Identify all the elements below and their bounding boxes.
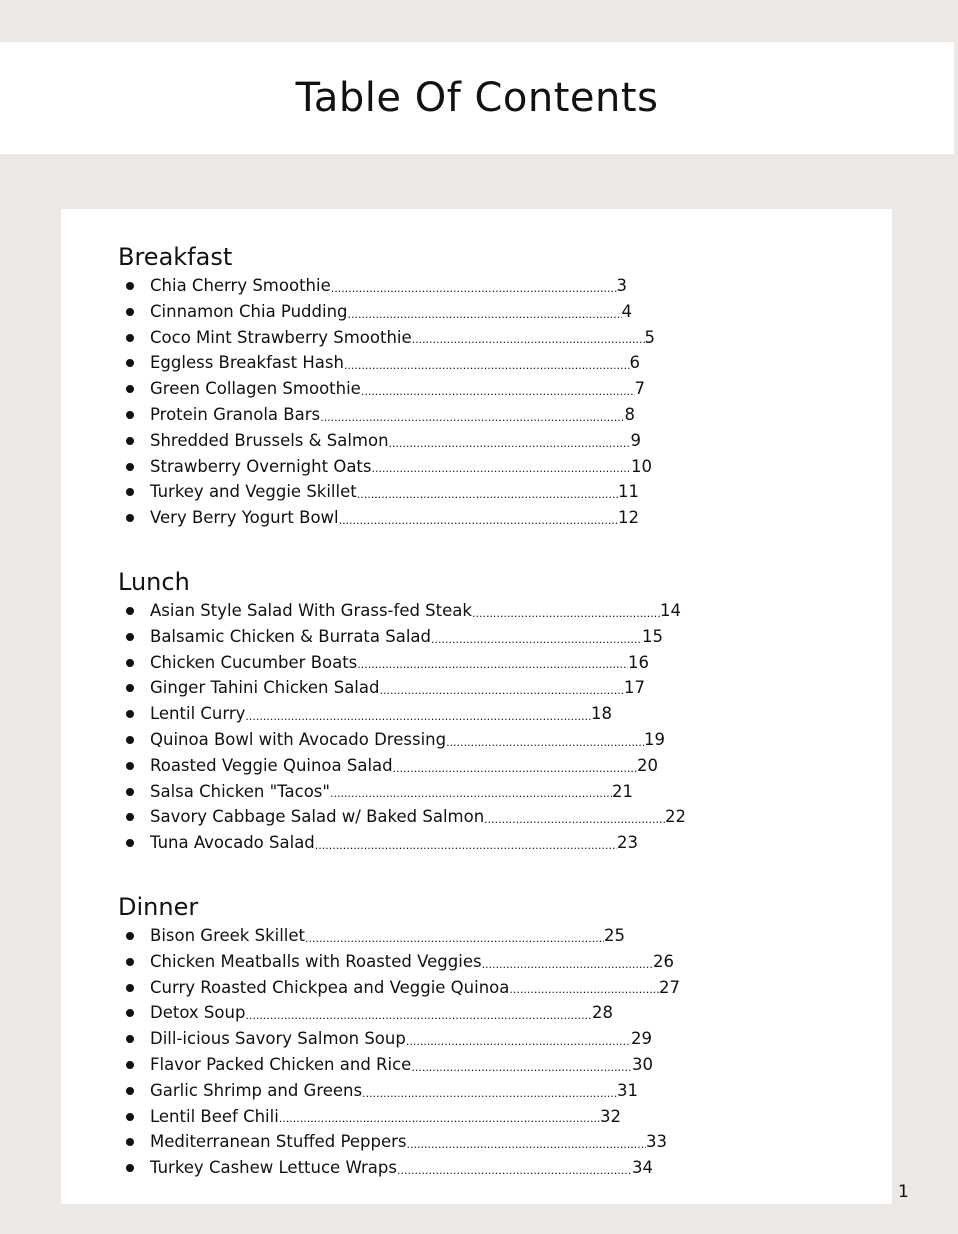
toc-entry[interactable] xyxy=(118,273,627,299)
dot-leader xyxy=(361,382,635,402)
toc-entry[interactable] xyxy=(118,428,641,454)
entry-page: 16 xyxy=(628,652,649,672)
entry-title: Ginger Tahini Chicken Salad xyxy=(150,678,380,698)
toc-entry[interactable] xyxy=(118,779,633,805)
entry-title: Bison Greek Skillet xyxy=(150,926,306,945)
entry-page: 23 xyxy=(617,833,638,853)
dot-leader xyxy=(245,1006,592,1026)
dot-leader xyxy=(412,330,645,350)
dot-leader xyxy=(372,459,632,479)
entry-page: 12 xyxy=(618,508,639,528)
dot-leader xyxy=(393,759,637,779)
entry-page: 18 xyxy=(591,704,612,724)
dot-leader xyxy=(245,707,591,727)
entry-list xyxy=(118,598,686,856)
entry-title: Tuna Avocado Salad xyxy=(150,833,315,853)
toc-entry[interactable] xyxy=(118,376,645,402)
toc-entry[interactable] xyxy=(118,1052,653,1078)
entry-page: 4 xyxy=(621,301,632,321)
toc-entry[interactable] xyxy=(118,675,645,701)
toc-entry[interactable] xyxy=(118,598,681,624)
contents-card xyxy=(61,209,892,1204)
entry-title: Shredded Brussels & Salmon xyxy=(150,430,389,450)
dot-leader xyxy=(339,511,618,531)
dot-leader xyxy=(320,408,624,428)
section-heading: Lunch xyxy=(118,568,190,596)
section-heading: Breakfast xyxy=(118,243,233,271)
toc-entry[interactable] xyxy=(118,949,674,975)
toc-entry[interactable] xyxy=(118,1000,613,1026)
dot-leader xyxy=(411,1058,632,1078)
entry-page: 26 xyxy=(653,951,674,971)
entry-title: Lentil Beef Chili xyxy=(150,1106,279,1126)
dot-leader xyxy=(431,630,642,650)
dot-leader xyxy=(331,279,617,299)
entry-title: Chia Cherry Smoothie xyxy=(150,276,331,295)
entry-page: 21 xyxy=(612,781,633,801)
dot-leader xyxy=(344,356,630,376)
entry-title: Garlic Shrimp and Greens xyxy=(150,1080,363,1100)
toc-entry[interactable] xyxy=(118,299,632,325)
section-heading: Dinner xyxy=(118,893,199,921)
dot-leader xyxy=(397,1161,632,1181)
toc-entry[interactable] xyxy=(118,1078,638,1104)
entry-page: 10 xyxy=(631,456,652,476)
entry-page: 7 xyxy=(634,379,645,399)
dot-leader xyxy=(330,784,612,804)
dot-leader xyxy=(357,485,618,505)
toc-entry[interactable] xyxy=(118,701,612,727)
entry-title: Curry Roasted Chickpea and Veggie Quinoa xyxy=(150,977,510,997)
entry-title: Chicken Meatballs with Roasted Veggies xyxy=(150,951,482,971)
toc-entry[interactable] xyxy=(118,650,649,676)
toc-entry[interactable] xyxy=(118,479,639,505)
entry-title: Lentil Curry xyxy=(150,704,246,724)
dot-leader xyxy=(484,810,665,830)
entry-title: Protein Granola Bars xyxy=(150,404,321,424)
toc-entry[interactable] xyxy=(118,325,655,351)
dot-leader xyxy=(446,733,644,753)
entry-title: Strawberry Overnight Oats xyxy=(150,456,372,476)
entry-title: Asian Style Salad With Grass-fed Steak xyxy=(150,601,472,620)
dot-leader xyxy=(315,836,617,856)
dot-leader xyxy=(305,929,604,949)
entry-title: Coco Mint Strawberry Smoothie xyxy=(150,327,412,347)
dot-leader xyxy=(407,1135,646,1155)
entry-page: 34 xyxy=(632,1158,653,1178)
section-breakfast xyxy=(118,241,655,531)
dot-leader xyxy=(509,980,659,1000)
entry-page: 25 xyxy=(604,926,625,945)
entry-page: 11 xyxy=(618,482,639,502)
entry-page: 29 xyxy=(631,1029,652,1049)
entry-title: Balsamic Chicken & Burrata Salad xyxy=(150,626,432,646)
toc-entry[interactable] xyxy=(118,350,640,376)
entry-page: 14 xyxy=(660,601,681,620)
entry-title: Very Berry Yogurt Bowl xyxy=(150,508,339,528)
toc-entry[interactable] xyxy=(118,830,638,856)
page-title: Table Of Contents xyxy=(295,75,659,121)
toc-entry[interactable] xyxy=(118,1026,652,1052)
toc-entry[interactable] xyxy=(118,1104,621,1130)
toc-entry[interactable] xyxy=(118,923,625,949)
page-number: 1 xyxy=(898,1182,909,1202)
toc-entry[interactable] xyxy=(118,1129,667,1155)
entry-page: 31 xyxy=(617,1080,638,1100)
toc-entry[interactable] xyxy=(118,804,686,830)
entry-title: Savory Cabbage Salad w/ Baked Salmon xyxy=(150,807,485,827)
entry-title: Flavor Packed Chicken and Rice xyxy=(150,1054,412,1074)
toc-entry[interactable] xyxy=(118,753,658,779)
entry-page: 15 xyxy=(642,626,663,646)
entry-page: 28 xyxy=(592,1003,613,1023)
entry-list xyxy=(118,923,680,1181)
toc-entry[interactable] xyxy=(118,505,639,531)
entry-title: Chicken Cucumber Boats xyxy=(150,652,358,672)
entry-page: 27 xyxy=(659,977,680,997)
toc-entry[interactable] xyxy=(118,454,652,480)
entry-page: 5 xyxy=(644,327,655,347)
entry-title: Quinoa Bowl with Avocado Dressing xyxy=(150,729,447,749)
entry-title: Cinnamon Chia Pudding xyxy=(150,301,348,321)
entry-page: 33 xyxy=(646,1132,667,1152)
toc-entry[interactable] xyxy=(118,975,680,1001)
toc-entry[interactable] xyxy=(118,1155,653,1181)
section-lunch xyxy=(118,566,686,856)
entry-title: Turkey and Veggie Skillet xyxy=(150,482,357,502)
entry-page: 17 xyxy=(624,678,645,698)
entry-title: Green Collagen Smoothie xyxy=(150,379,361,399)
dot-leader xyxy=(348,305,622,325)
toc-entry[interactable] xyxy=(118,402,635,428)
dot-leader xyxy=(482,955,653,975)
entry-page: 32 xyxy=(600,1106,621,1126)
entry-title: Eggless Breakfast Hash xyxy=(150,353,344,373)
dot-leader xyxy=(406,1032,631,1052)
entry-page: 9 xyxy=(630,430,641,450)
dot-leader xyxy=(357,655,628,675)
dot-leader xyxy=(379,681,624,701)
entry-page: 30 xyxy=(632,1054,653,1074)
entry-page: 3 xyxy=(616,276,627,295)
dot-leader xyxy=(362,1084,617,1104)
entry-title: Turkey Cashew Lettuce Wraps xyxy=(150,1158,397,1178)
entry-title: Detox Soup xyxy=(150,1003,246,1023)
entry-list xyxy=(118,273,655,531)
entry-title: Dill-icious Savory Salmon Soup xyxy=(150,1029,406,1049)
entry-page: 22 xyxy=(665,807,686,827)
entry-page: 6 xyxy=(629,353,640,373)
toc-entry[interactable] xyxy=(118,624,663,650)
title-band xyxy=(0,42,954,154)
entry-title: Roasted Veggie Quinoa Salad xyxy=(150,755,393,775)
section-dinner xyxy=(118,891,680,1181)
entry-title: Mediterranean Stuffed Peppers xyxy=(150,1132,407,1152)
dot-leader xyxy=(472,604,660,624)
entry-title: Salsa Chicken "Tacos" xyxy=(150,781,330,801)
entry-page: 8 xyxy=(624,404,635,424)
entry-page: 20 xyxy=(637,755,658,775)
dot-leader xyxy=(389,434,631,454)
dot-leader xyxy=(279,1109,600,1129)
entry-page: 19 xyxy=(644,729,665,749)
toc-entry[interactable] xyxy=(118,727,665,753)
